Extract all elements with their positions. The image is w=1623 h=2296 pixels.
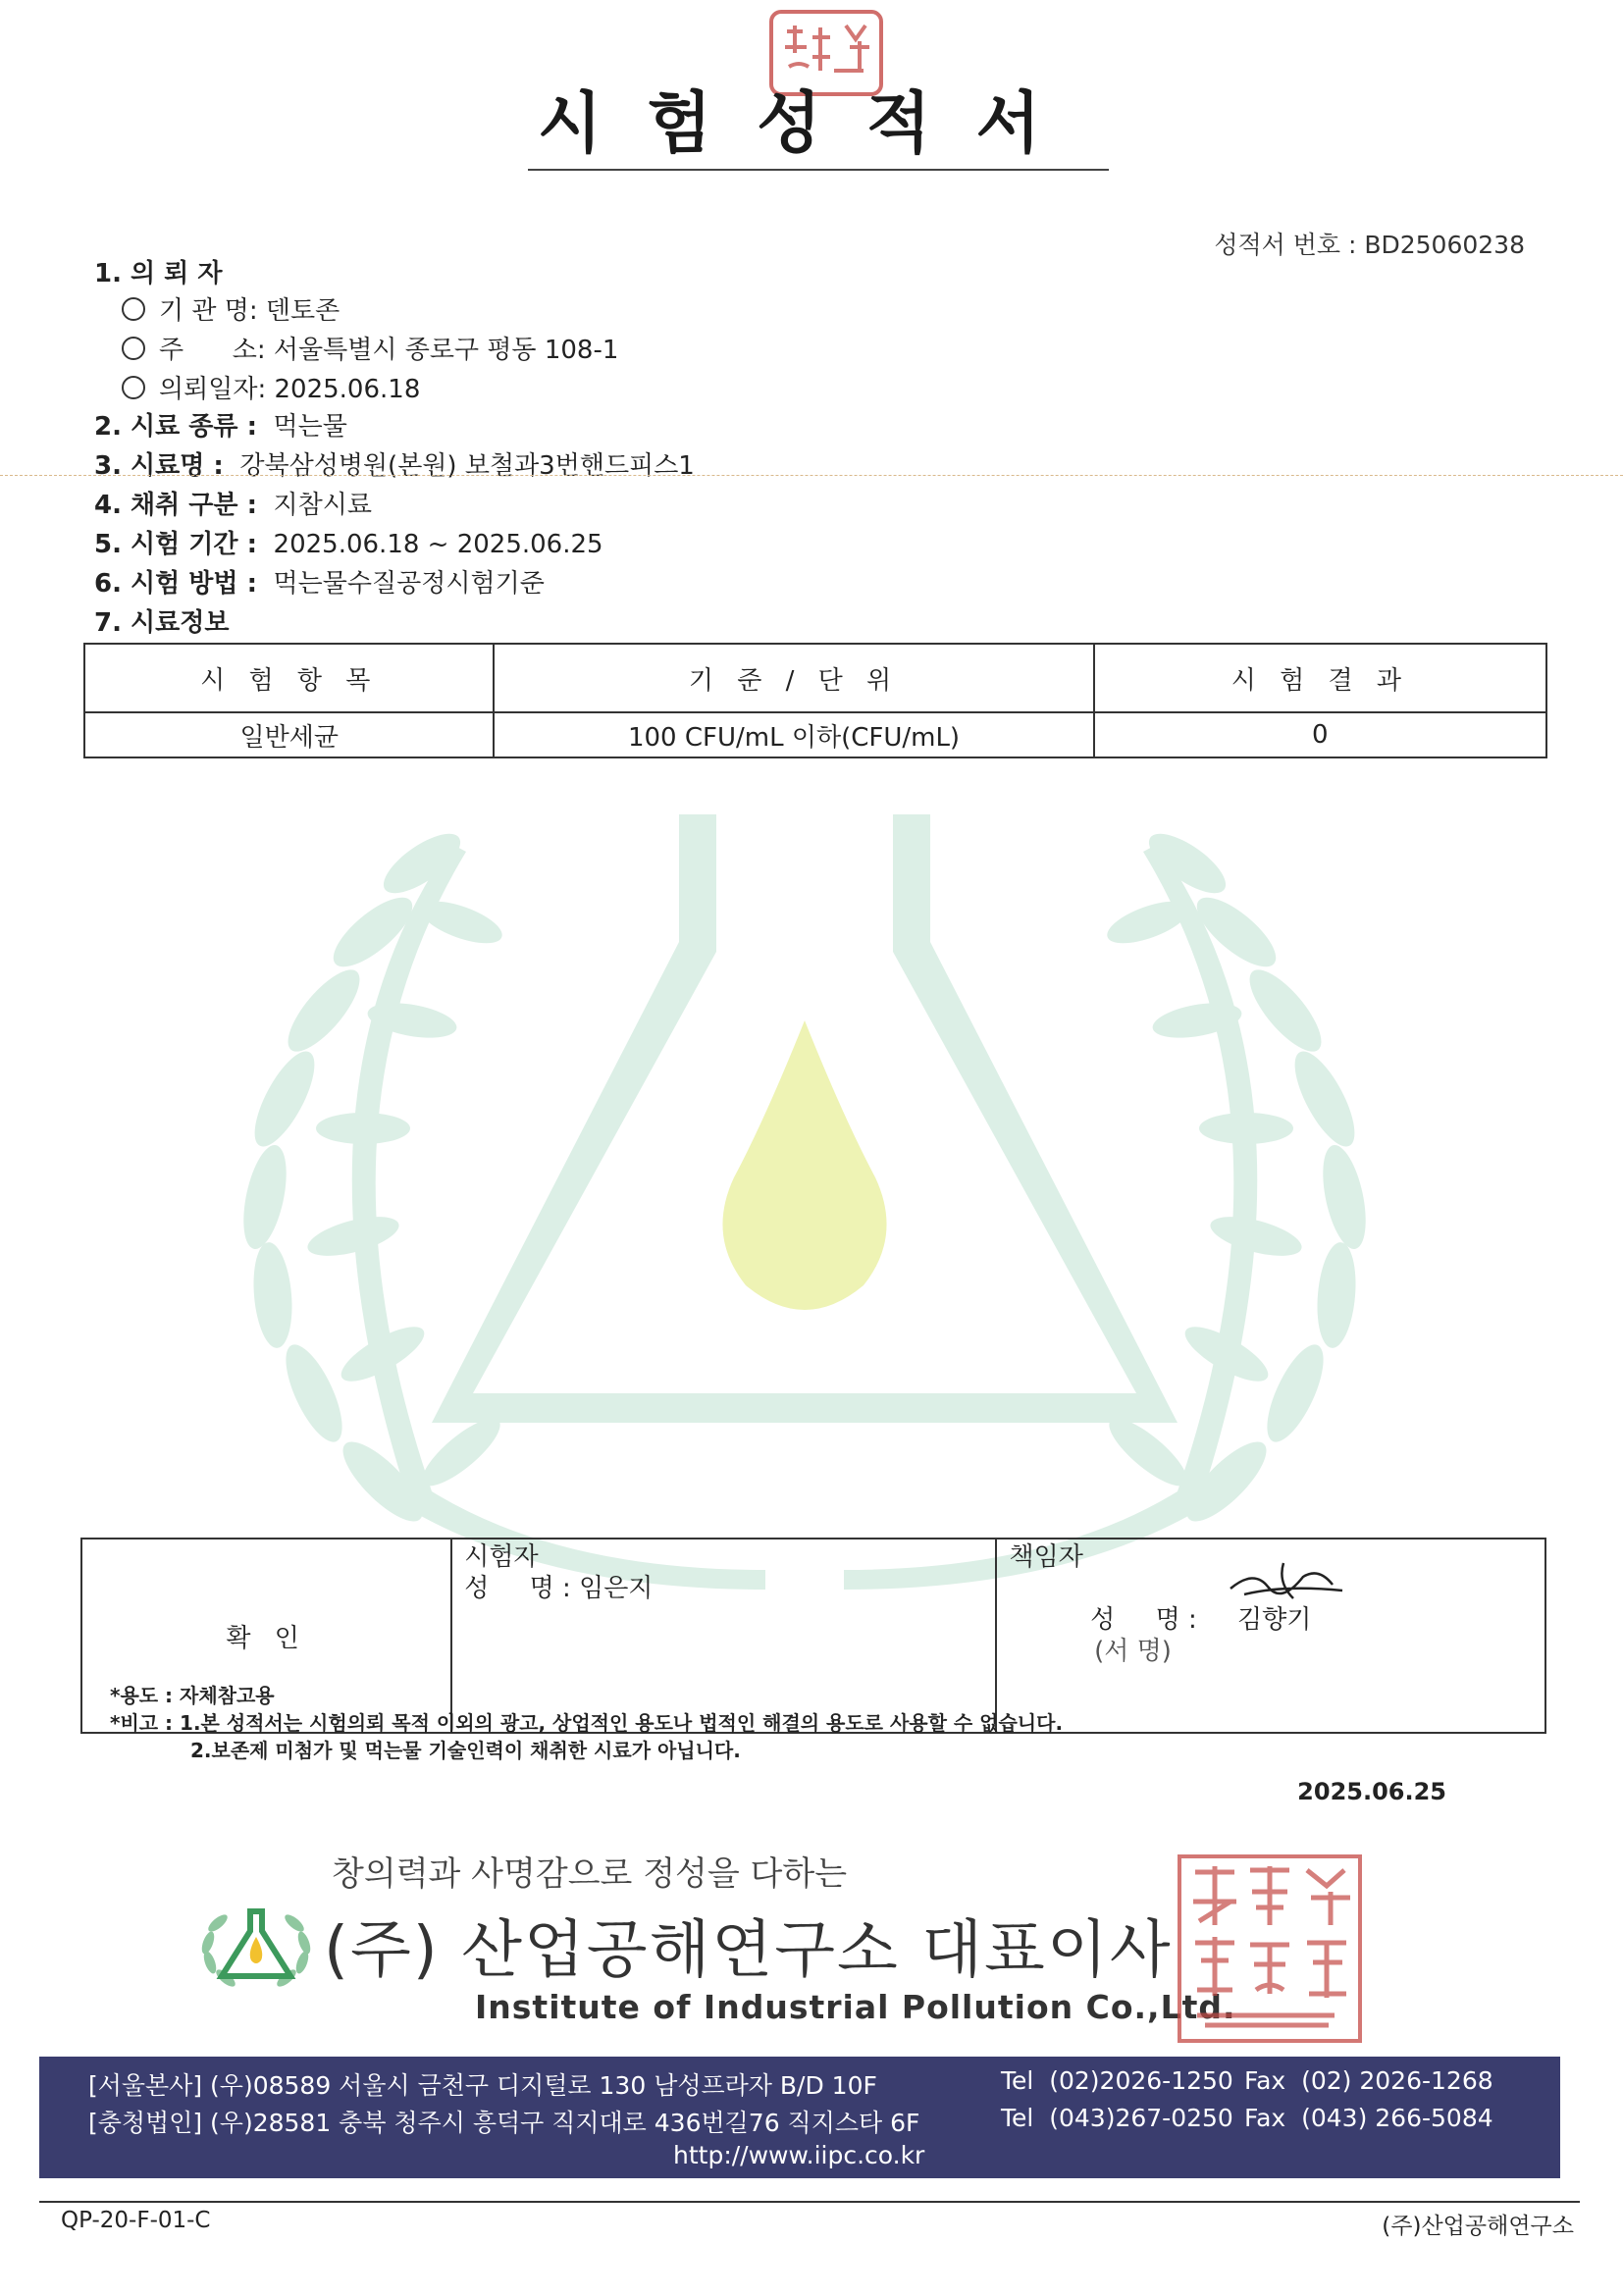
sample-name-row: 3. 시료명 : 강북삼성병원(본원) 보철과3번핸드피스1 (94, 451, 695, 481)
remark-2: 2.보존제 미첨가 및 먹는물 기술인력이 채취한 시료가 아닙니다. (190, 1739, 741, 1762)
cell-standard-unit: 100 CFU/mL 이하(CFU/mL) (494, 712, 1093, 757)
signature-placeholder: (서 명) (1094, 1637, 1172, 1666)
tester-name: 성 명 : 임은지 (464, 1574, 654, 1603)
sample-info-heading: 7. 시료정보 (94, 608, 230, 638)
company-logo-icon (196, 1904, 316, 1992)
test-method-row: 6. 시험 방법 : 먹는물수질공정시험기준 (94, 569, 545, 599)
cell-test-item: 일반세균 (84, 712, 494, 757)
request-date-row: 의뢰일자: 2025.06.18 (122, 369, 420, 405)
confirmation-table (80, 1538, 1546, 1734)
hq-fax: Fax (02) 2026-1268 (1244, 2066, 1493, 2095)
header-test-item: 시 험 항 목 (84, 644, 494, 712)
website-link[interactable]: http://www.iipc.co.kr (673, 2141, 925, 2169)
branch-address: [충청법인] (우)28581 충북 청주시 흥덕구 직지대로 436번길76 직지스타 6F (88, 2109, 920, 2137)
circle-bullet-icon (122, 337, 145, 360)
hq-tel: Tel (02)2026-1250 (1001, 2066, 1233, 2095)
results-header-row (84, 644, 1546, 712)
manager-name: 성 명 : 김향기 (1090, 1605, 1312, 1635)
handwritten-signature (1225, 1559, 1352, 1602)
flask-laurel-watermark (216, 805, 1393, 1599)
manager-cell (996, 1539, 1545, 1733)
requester-address-row: 주 소: 서울특별시 종로구 평동 108-1 (122, 330, 618, 366)
document-title: 시험성적서 (537, 85, 1086, 163)
requester-org-row: 기 관 명: 덴토존 (122, 290, 340, 327)
hq-address: [서울본사] (우)08589 서울시 금천구 디지털로 130 남성프라자 B/D 10F (88, 2071, 877, 2100)
report-number: 성적서 번호 : BD25060238 (1214, 231, 1525, 259)
remark-1: *비고 : 1.본 성적서는 시험의뢰 목적 이외의 광고, 상업적인 용도나 법적인 해결의 용도로 사용할 수 없습니다. (110, 1711, 1064, 1735)
company-name-korean: (주) 산업공해연구소 대표이사 (324, 1914, 1173, 1987)
circle-bullet-icon (122, 376, 145, 399)
cell-test-result: 0 (1094, 712, 1546, 757)
contact-band (39, 2057, 1560, 2178)
ceo-seal-stamp (1176, 1852, 1364, 2045)
manager-name-line (1009, 1573, 1533, 1730)
sample-type-row: 2. 시료 종류 : 먹는물 (94, 412, 347, 442)
header-test-result: 시 험 결 과 (1094, 644, 1546, 712)
tester-cell (451, 1539, 996, 1733)
header-standard-unit: 기 준 / 단 위 (494, 644, 1093, 712)
branch-fax: Fax (043) 266-5084 (1244, 2104, 1493, 2132)
manager-role: 책임자 (1009, 1542, 1083, 1572)
form-code: QP-20-F-01-C (61, 2208, 211, 2233)
results-table (83, 643, 1547, 758)
confirm-label: 확 인 (81, 1539, 451, 1733)
drop-icon (722, 1020, 886, 1310)
table-row (84, 712, 1546, 757)
footer-rule (39, 2201, 1580, 2203)
title-underline (528, 169, 1109, 171)
branch-tel: Tel (043)267-0250 (1001, 2104, 1233, 2132)
circle-bullet-icon (122, 297, 145, 321)
section-requester-heading: 1. 의 뢰 자 (94, 259, 223, 288)
collection-type-row: 4. 채취 구분 : 지참시료 (94, 491, 372, 520)
tester-role: 시험자 (464, 1542, 539, 1572)
company-slogan: 창의력과 사명감으로 정성을 다하는 (332, 1854, 848, 1894)
issue-date: 2025.06.25 (1297, 1778, 1446, 1805)
footer-org: (주)산업공해연구소 (1382, 2214, 1574, 2239)
test-period-row: 5. 시험 기간 : 2025.06.18 ~ 2025.06.25 (94, 530, 603, 559)
company-name-english: Institute of Industrial Pollution Co.,Ltd. (475, 1988, 1236, 2026)
usage-note: *용도 : 자체참고용 (110, 1684, 275, 1707)
fold-line (0, 475, 1623, 476)
confirmation-row (81, 1539, 1545, 1733)
